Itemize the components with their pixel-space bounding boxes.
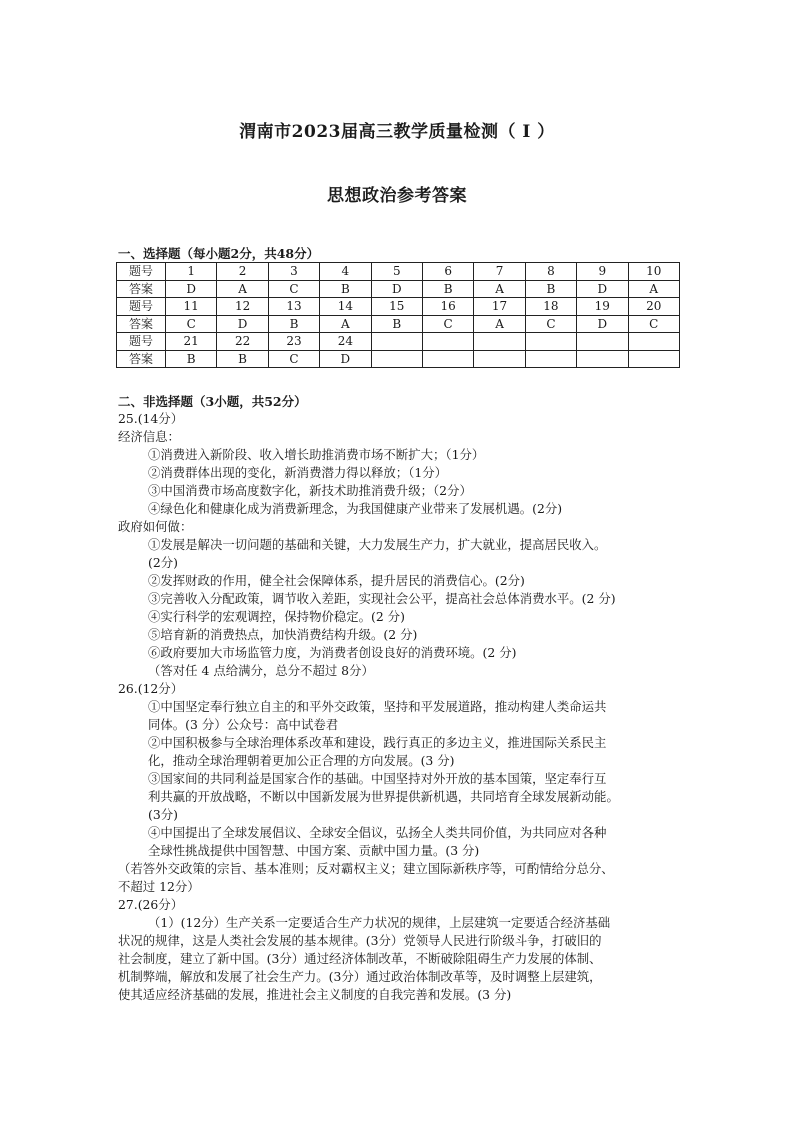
question-number-cell: 1 bbox=[166, 263, 217, 281]
question-number-cell bbox=[474, 333, 525, 351]
q25-scoring-note: （答对任 4 点给满分，总分不超过 8分） bbox=[148, 663, 374, 678]
question-number-cell: 17 bbox=[474, 298, 525, 316]
answer-cell bbox=[628, 350, 679, 368]
question-number-cell: 5 bbox=[371, 263, 422, 281]
q25-point: ④绿色化和健康化成为消费新理念，为我国健康产业带来了发展机遇。(2分) bbox=[148, 501, 563, 516]
question-number-cell: 2 bbox=[217, 263, 268, 281]
question-number-cell: 19 bbox=[577, 298, 628, 316]
answer-cell: B bbox=[166, 350, 217, 368]
question-number-row bbox=[117, 333, 680, 351]
row-label-answer: 答案 bbox=[117, 350, 166, 368]
question-number-cell: 4 bbox=[320, 263, 371, 281]
q26-point: ①中国坚定奉行独立自主的和平外交政策，坚持和平发展道路，推动构建人类命运共 bbox=[148, 699, 607, 714]
answer-subtitle: 思想政治参考答案 bbox=[327, 186, 467, 206]
answer-table bbox=[116, 262, 680, 368]
q26-point: ③国家间的共同利益是国家合作的基础。中国坚持对外开放的基本国策，坚定奉行互 bbox=[148, 771, 607, 786]
answer-cell bbox=[422, 350, 473, 368]
question-number-cell: 16 bbox=[422, 298, 473, 316]
answer-cell bbox=[525, 350, 576, 368]
answer-cell bbox=[371, 350, 422, 368]
question-number-cell: 7 bbox=[474, 263, 525, 281]
exam-title: 渭南市2023届高三教学质量检测（ Ⅰ ） bbox=[239, 122, 555, 142]
question-number-cell: 20 bbox=[628, 298, 679, 316]
row-label-answer: 答案 bbox=[117, 315, 166, 333]
q26-point: ②中国积极参与全球治理体系改革和建设，践行真正的多边主义，推进国际关系民主 bbox=[148, 735, 607, 750]
answer-cell: D bbox=[217, 315, 268, 333]
answer-cell: C bbox=[268, 280, 319, 298]
answer-cell: C bbox=[628, 315, 679, 333]
q27-heading: 27.(26分） bbox=[118, 897, 184, 912]
question-number-cell: 24 bbox=[320, 333, 371, 351]
answer-cell: C bbox=[422, 315, 473, 333]
q25-gov-point: ①发展是解决一切问题的基础和关键，大力发展生产力，扩大就业，提高居民收入。 bbox=[148, 537, 607, 552]
question-number-cell bbox=[577, 333, 628, 351]
question-number-cell: 14 bbox=[320, 298, 371, 316]
q27-part1-cont: 状况的规律，这是人类社会发展的基本规律。(3分）党领导人民进行阶级斗争，打破旧的 bbox=[118, 933, 602, 948]
section-heading-choice: 一、选择题（每小题2分，共48分） bbox=[118, 246, 320, 261]
question-number-cell: 15 bbox=[371, 298, 422, 316]
answer-cell: A bbox=[217, 280, 268, 298]
q25-gov-point: ③完善收入分配政策，调节收入差距，实现社会公平，提高社会总体消费水平。(2 分) bbox=[148, 591, 616, 606]
answer-cell bbox=[474, 350, 525, 368]
question-number-cell: 21 bbox=[166, 333, 217, 351]
q25-point: ③中国消费市场高度数字化，新技术助推消费升级；（2分） bbox=[148, 483, 472, 498]
q25-gov-point: ②发挥财政的作用，健全社会保障体系，提升居民的消费信心。(2分) bbox=[148, 573, 525, 588]
q25-gov-point: ④实行科学的宏观调控，保持物价稳定。(2 分) bbox=[148, 609, 405, 624]
answer-cell bbox=[577, 350, 628, 368]
q26-scoring-note: （若答外交政策的宗旨、基本准则；反对霸权主义；建立国际新秩序等，可酌情给分总分、 bbox=[118, 861, 614, 876]
answer-cell: D bbox=[577, 280, 628, 298]
answer-cell: A bbox=[474, 315, 525, 333]
answer-row bbox=[117, 280, 680, 298]
question-number-cell: 8 bbox=[525, 263, 576, 281]
q25-heading: 25.(14分） bbox=[118, 411, 184, 426]
q25-label-government: 政府如何做： bbox=[118, 519, 193, 534]
row-label-question: 题号 bbox=[117, 298, 166, 316]
answer-cell: B bbox=[525, 280, 576, 298]
answer-row bbox=[117, 315, 680, 333]
answer-cell: B bbox=[268, 315, 319, 333]
essay-answers bbox=[118, 410, 684, 1004]
question-number-cell: 12 bbox=[217, 298, 268, 316]
q27-part1-cont: 机制弊端，解放和发展了社会生产力。(3分）通过政治体制改革等，及时调整上层建筑， bbox=[118, 969, 602, 984]
answer-cell: B bbox=[422, 280, 473, 298]
answer-cell: C bbox=[525, 315, 576, 333]
answer-cell: C bbox=[268, 350, 319, 368]
answer-cell: B bbox=[217, 350, 268, 368]
q26-point-cont: 化，推动全球治理朝着更加公正合理的方向发展。(3 分) bbox=[148, 753, 455, 768]
q25-gov-point: ⑥政府要加大市场监管力度，为消费者创设良好的消费环境。(2 分) bbox=[148, 645, 517, 660]
q25-gov-point-cont: (2分) bbox=[148, 555, 178, 570]
row-label-answer: 答案 bbox=[117, 280, 166, 298]
question-number-cell bbox=[422, 333, 473, 351]
question-number-cell: 18 bbox=[525, 298, 576, 316]
question-number-row bbox=[117, 263, 680, 281]
q25-gov-point: ⑤培育新的消费热点，加快消费结构升级。(2 分) bbox=[148, 627, 418, 642]
q26-point: ④中国提出了全球发展倡议、全球安全倡议，弘扬全人类共同价值，为共同应对各种 bbox=[148, 825, 607, 840]
question-number-cell: 22 bbox=[217, 333, 268, 351]
question-number-cell bbox=[371, 333, 422, 351]
row-label-question: 题号 bbox=[117, 333, 166, 351]
question-number-cell: 11 bbox=[166, 298, 217, 316]
q25-label-economic-info: 经济信息： bbox=[118, 429, 180, 444]
q25-point: ①消费进入新阶段、收入增长助推消费市场不断扩大；（1分） bbox=[148, 447, 485, 462]
question-number-cell: 6 bbox=[422, 263, 473, 281]
question-number-cell: 23 bbox=[268, 333, 319, 351]
q27-part1-cont: 使其适应经济基础的发展，推进社会主义制度的自我完善和发展。(3 分) bbox=[118, 987, 512, 1002]
answer-row bbox=[117, 350, 680, 368]
q26-point-cont: 利共赢的开放战略，不断以中国新发展为世界提供新机遇，共同培育全球发展新动能。 bbox=[148, 789, 619, 804]
q26-point-cont: (3分) bbox=[148, 807, 178, 822]
q27-part1: （1）(12分）生产关系一定要适合生产力状况的规律，上层建筑一定要适合经济基础 bbox=[148, 915, 611, 930]
answer-cell: D bbox=[166, 280, 217, 298]
question-number-cell bbox=[628, 333, 679, 351]
question-number-cell bbox=[525, 333, 576, 351]
answer-cell: A bbox=[320, 315, 371, 333]
question-number-cell: 3 bbox=[268, 263, 319, 281]
answer-cell: A bbox=[474, 280, 525, 298]
answer-cell: C bbox=[166, 315, 217, 333]
q26-point-cont: 同体。(3 分）公众号：高中试卷君 bbox=[148, 717, 339, 732]
answer-cell: A bbox=[628, 280, 679, 298]
q26-scoring-note-cont: 不超过 12分） bbox=[118, 879, 200, 894]
answer-cell: B bbox=[371, 315, 422, 333]
answer-cell: D bbox=[320, 350, 371, 368]
q27-part1-cont: 社会制度，建立了新中国。(3分）通过经济体制改革，不断破除阻碍生产力发展的体制、 bbox=[118, 951, 602, 966]
answer-cell: D bbox=[371, 280, 422, 298]
question-number-cell: 13 bbox=[268, 298, 319, 316]
answer-cell: D bbox=[577, 315, 628, 333]
section-heading-essay: 二、非选择题（3小题，共52分） bbox=[118, 394, 307, 409]
q26-heading: 26.(12分） bbox=[118, 681, 184, 696]
question-number-row bbox=[117, 298, 680, 316]
question-number-cell: 9 bbox=[577, 263, 628, 281]
q26-point-cont: 全球性挑战提供中国智慧、中国方案、贡献中国力量。(3 分) bbox=[148, 843, 480, 858]
question-number-cell: 10 bbox=[628, 263, 679, 281]
q25-point: ②消费群体出现的变化，新消费潜力得以释放；（1分） bbox=[148, 465, 448, 480]
answer-cell: B bbox=[320, 280, 371, 298]
row-label-question: 题号 bbox=[117, 263, 166, 281]
